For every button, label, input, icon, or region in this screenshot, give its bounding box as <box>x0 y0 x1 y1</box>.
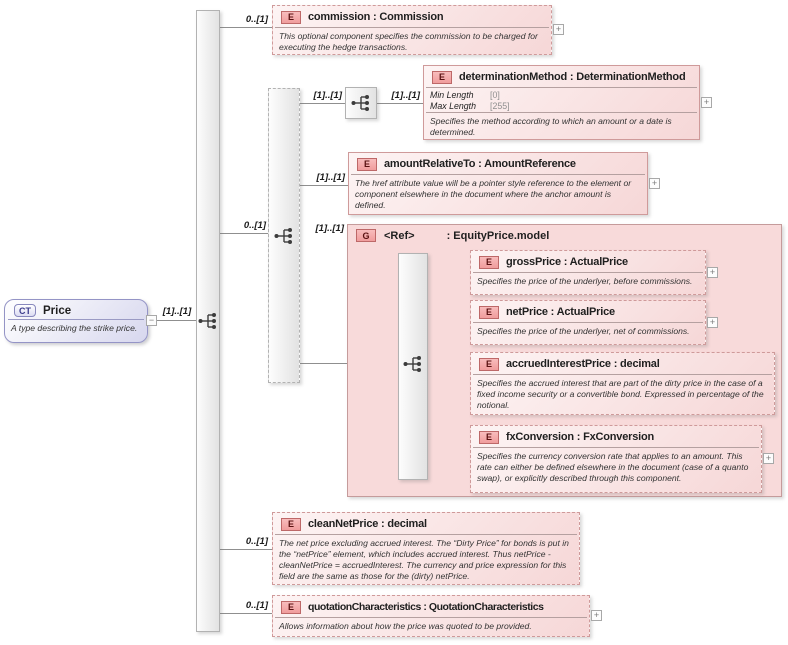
element-determination-method[interactable] <box>423 65 700 140</box>
element-description: Specifies the price of the underlyer, net of commissions. <box>477 326 690 336</box>
connector-line <box>220 613 272 614</box>
complex-type-price[interactable] <box>4 299 148 343</box>
element-description: Specifies the price of the underlyer, before commissions. <box>477 276 693 286</box>
element-name: quotationCharacteristics : QuotationCharacteristics <box>308 601 544 613</box>
facet-label: Min Length <box>430 90 474 100</box>
occurrence-label: 0..[1] <box>245 14 268 25</box>
element-description: Specifies the method according to which an amount or a date is determined. <box>430 116 672 137</box>
element-badge: E <box>281 11 301 24</box>
element-badge: E <box>479 431 499 444</box>
element-name: netPrice : ActualPrice <box>506 306 615 318</box>
element-quotation-characteristics[interactable] <box>272 595 590 637</box>
occurrence-label: [1]..[1] <box>162 306 192 317</box>
expand-button[interactable]: + <box>591 610 602 621</box>
connector-line <box>377 103 423 104</box>
facets-table <box>426 88 697 113</box>
expand-button[interactable]: + <box>763 453 774 464</box>
sequence-icon <box>402 354 424 374</box>
element-description: The href attribute value will be a pointer style reference to the element or component elsewhere in the document where the anchor amount is defined. <box>355 178 632 210</box>
element-clean-net-price[interactable] <box>272 512 580 585</box>
expand-button[interactable]: + <box>707 317 718 328</box>
complex-type-description: A type describing the strike price. <box>11 323 138 333</box>
element-description: Specifies the currency conversion rate that applies to an amount. This rate can either be defined elsewhere in the document (case of a quanto swap), or explicitly described through this component. <box>477 451 749 483</box>
collapse-button[interactable]: − <box>146 315 157 326</box>
element-badge: E <box>479 358 499 371</box>
facet-value: [0] <box>490 90 500 100</box>
expand-button[interactable]: + <box>707 267 718 278</box>
occurrence-label: 0..[1] <box>245 536 268 547</box>
element-fx-conversion[interactable] <box>470 425 762 493</box>
element-name: fxConversion : FxConversion <box>506 431 655 443</box>
occurrence-label: [1]..[1] <box>316 172 345 183</box>
connector-line <box>220 27 272 28</box>
element-badge: E <box>432 71 452 84</box>
element-accrued-interest-price[interactable] <box>470 352 775 415</box>
occurrence-label: [1]..[1] <box>391 90 420 101</box>
element-name: accruedInterestPrice : decimal <box>506 358 660 370</box>
facet-value: [255] <box>490 100 510 111</box>
element-name: cleanNetPrice : decimal <box>308 518 427 530</box>
expand-button[interactable]: + <box>553 24 564 35</box>
element-name: commission : Commission <box>308 11 444 23</box>
expand-button[interactable]: + <box>649 178 660 189</box>
element-net-price[interactable] <box>470 300 706 345</box>
element-description: Specifies the accrued interest that are part of the dirty price in the case of a fixed income security or a convertible bond. Expressed in percentage of the notional. <box>477 378 764 410</box>
element-badge: E <box>281 518 301 531</box>
complex-type-badge: CT <box>14 304 36 317</box>
connector-line <box>300 185 348 186</box>
element-badge: E <box>281 601 301 614</box>
facet-row <box>430 101 693 112</box>
element-name: amountRelativeTo : AmountReference <box>384 158 576 170</box>
connector-line <box>300 103 345 104</box>
connector-line <box>157 320 196 321</box>
occurrence-label: [1]..[1] <box>313 90 342 101</box>
connector-line <box>220 549 272 550</box>
element-amount-relative-to[interactable] <box>348 152 648 215</box>
occurrence-label: [1]..[1] <box>315 223 344 234</box>
occurrence-label: 0..[1] <box>243 220 266 231</box>
group-name: : EquityPrice.model <box>446 229 550 242</box>
facet-row <box>430 90 693 101</box>
element-name: determinationMethod : DeterminationMethod <box>459 71 686 83</box>
expand-button[interactable]: + <box>701 97 712 108</box>
sequence-icon <box>273 226 295 246</box>
connector-line <box>220 233 268 234</box>
sequence-icon <box>197 311 219 331</box>
sequence-icon <box>350 93 372 113</box>
element-badge: E <box>479 306 499 319</box>
element-commission[interactable] <box>272 5 552 55</box>
element-gross-price[interactable] <box>470 250 706 295</box>
element-name: grossPrice : ActualPrice <box>506 256 628 268</box>
group-ref-label: <Ref> <box>384 229 415 242</box>
group-badge: G <box>356 229 376 242</box>
element-description: The net price excluding accrued interest. The “Dirty Price” for bonds is put in the “netPrice” element, which includes accrued interest. Thus netPrice - cleanNetPrice = accruedInterest. The currency and price expression for this field are the same as those for the (dirty) netPrice. <box>279 538 569 581</box>
element-description: This optional component specifies the commission to be charged for executing the hedge transactions. <box>279 31 538 52</box>
element-badge: E <box>357 158 377 171</box>
element-badge: E <box>479 256 499 269</box>
occurrence-label: 0..[1] <box>245 600 268 611</box>
facet-label: Max Length <box>430 100 476 111</box>
complex-type-title: Price <box>43 304 72 317</box>
element-description: Allows information about how the price was quoted to be provided. <box>279 621 532 631</box>
